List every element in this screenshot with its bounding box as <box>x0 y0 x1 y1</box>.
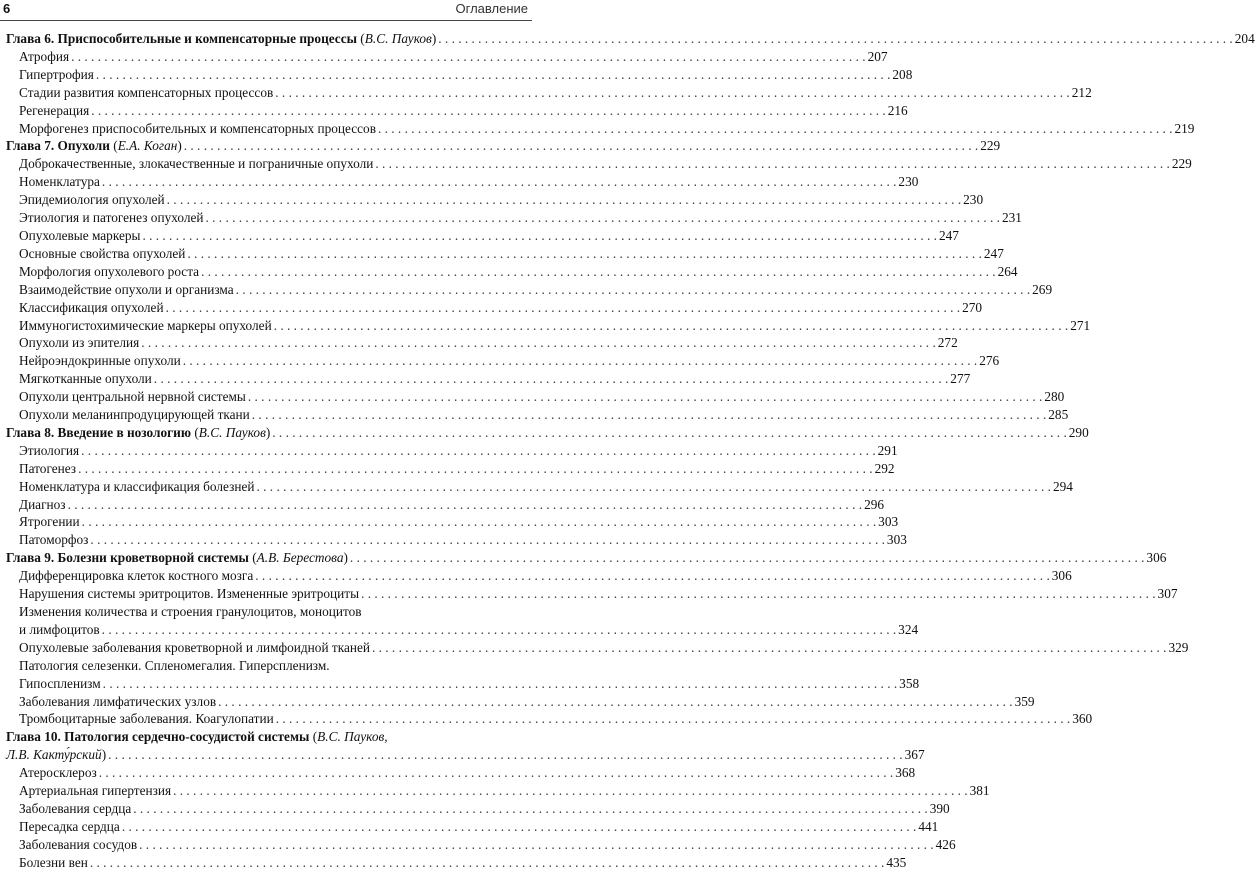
toc-entry <box>0 66 913 85</box>
dot-leader <box>90 532 885 548</box>
toc-entry-title: Стадии развития компенсаторных процессов <box>19 84 274 100</box>
dot-leader <box>96 67 891 83</box>
toc-page-number: 290 <box>1068 424 1089 440</box>
toc-entry-title: Опухоли меланинпродуцирующей ткани <box>19 407 250 423</box>
toc-page-number: 303 <box>878 514 899 530</box>
toc-page-number: 231 <box>1002 210 1022 226</box>
toc-entry-title: Опухоли центральной нервной системы <box>19 389 246 405</box>
toc-entry <box>0 621 919 640</box>
toc-page-number: 306 <box>1146 550 1167 566</box>
chapter-title: Глава 6. Приспособительные и компенсаторные процессы <box>6 31 357 46</box>
toc-page-number: 280 <box>1044 389 1065 405</box>
toc-entry <box>0 783 990 801</box>
toc-entry-title: Иммуногистохимические маркеры опухолей <box>19 317 272 333</box>
running-title: Оглавление <box>455 1 528 16</box>
toc-entry-title: Тромбоцитарные заболевания. Коагулопатии <box>19 711 274 727</box>
toc-entry <box>0 836 956 855</box>
toc-entry <box>0 478 1073 497</box>
dot-leader <box>255 568 1050 584</box>
dot-leader <box>102 174 897 190</box>
toc-entry <box>0 514 899 532</box>
toc-entry-title: Ятрогении <box>19 514 80 530</box>
dot-leader <box>68 497 863 513</box>
toc-entry <box>0 496 885 515</box>
toc-entry <box>0 156 1192 174</box>
toc-entry-title: Л.В. Какту́рский) <box>6 747 107 763</box>
dot-leader <box>167 192 962 208</box>
dot-leader <box>248 389 1043 405</box>
toc-entry <box>0 586 1178 604</box>
page-number: 6 <box>3 1 11 16</box>
toc-entry-title: Номенклатура <box>19 174 100 190</box>
dot-leader <box>184 138 979 154</box>
toc-entry <box>0 818 939 837</box>
dot-leader <box>102 622 897 638</box>
toc-entry-title: Заболевания сердца <box>19 800 132 816</box>
toc-entry-title: Глава 10. Патология сердечно-сосудистой системы (В.С. Пауков, <box>6 729 388 745</box>
toc-entry-title: Номенклатура и классификация болезней <box>19 478 255 494</box>
chapter-title: Глава 9. Болезни кроветворной системы <box>6 550 249 566</box>
toc-entry <box>0 263 1018 282</box>
dot-leader <box>201 264 996 280</box>
toc-chapter-entry <box>0 747 925 765</box>
toc-entry <box>0 568 1072 586</box>
chapter-author: А.В. Берестова <box>256 550 344 566</box>
toc-page-number: 230 <box>898 174 919 190</box>
toc-entry-title: Гипертрофия <box>19 66 94 82</box>
toc-entry <box>0 335 958 353</box>
toc-page-number: 271 <box>1070 317 1091 333</box>
toc-page-number: 324 <box>898 621 919 637</box>
dot-leader <box>236 282 1031 298</box>
toc-page-number: 230 <box>963 192 984 208</box>
toc-entry <box>0 371 971 389</box>
toc-entry <box>0 353 1000 371</box>
toc-entry-title: Мягкотканные опухоли <box>19 371 152 387</box>
dot-leader <box>187 246 982 262</box>
toc-entry-title: Атрофия <box>19 48 70 64</box>
dot-leader <box>139 837 934 853</box>
toc-entry-title: Опухоли из эпителия <box>19 335 140 351</box>
toc-entry <box>0 711 1093 729</box>
toc-entry-title: Классификация опухолей <box>19 299 164 315</box>
toc-entry-title: Заболевания лимфатических узлов <box>19 693 217 709</box>
toc-page-number: 358 <box>899 675 920 691</box>
dot-leader <box>183 353 978 369</box>
dot-leader <box>372 640 1167 656</box>
toc-entry <box>0 245 1004 264</box>
dot-leader <box>141 335 936 351</box>
toc-entry-title: Дифференцировка клеток костного мозга <box>19 568 254 584</box>
dot-leader <box>103 676 898 692</box>
toc-page-number: 277 <box>950 371 971 387</box>
chapter-author: В.С. Пауков <box>364 31 432 46</box>
toc-chapter-entry <box>0 729 532 747</box>
dot-leader <box>99 765 894 781</box>
toc-entry <box>0 854 907 873</box>
toc-entry <box>0 639 1189 658</box>
toc-page-number: 264 <box>997 263 1018 279</box>
toc-entry <box>0 48 888 67</box>
toc-entry-title: Этиология <box>19 442 80 458</box>
toc-entry-title: Эпидемиология опухолей <box>19 192 165 208</box>
toc-page-number: 247 <box>983 245 1004 261</box>
toc-page-number: 269 <box>1032 281 1053 297</box>
table-of-contents <box>0 31 1255 873</box>
dot-leader <box>122 819 917 835</box>
toc-page-number: 307 <box>1157 586 1178 602</box>
toc-page-number: 272 <box>937 335 958 351</box>
toc-entry-title: Нейроэндокринные опухоли <box>19 353 181 369</box>
toc-page-number: 207 <box>867 48 888 64</box>
dot-leader <box>154 371 949 387</box>
toc-entry-title: Взаимодействие опухоли и организма <box>19 281 234 297</box>
toc-entry-title: Основные свойства опухолей <box>19 245 186 261</box>
dot-leader <box>142 228 937 244</box>
chapter-title: Глава 10. Патология сердечно-сосудистой системы <box>6 729 310 745</box>
toc-page-number: 426 <box>935 836 956 852</box>
toc-page-number: 296 <box>864 496 885 512</box>
toc-page-number: 359 <box>1014 693 1035 709</box>
dot-leader <box>81 443 876 459</box>
toc-page-number: 367 <box>904 747 925 763</box>
toc-entry <box>0 389 1065 407</box>
toc-entry-title: Регенерация <box>19 102 90 118</box>
dot-leader <box>71 49 866 65</box>
dot-leader <box>350 550 1145 566</box>
toc-entry-title: Этиология и патогенез опухолей <box>19 210 204 226</box>
toc-entry-title: Глава 8. Введение в нозологию (В.С. Пауков) <box>6 424 271 440</box>
toc-entry <box>0 800 950 819</box>
toc-page-number: 291 <box>877 442 898 458</box>
dot-leader <box>252 407 1047 423</box>
dot-leader <box>82 514 877 530</box>
toc-page-number: 294 <box>1053 478 1073 494</box>
dot-leader <box>378 121 1173 137</box>
toc-page-number: 229 <box>980 138 1001 154</box>
toc-entry-title: Патогенез <box>19 460 77 476</box>
toc-entry-title: Гипоспленизм <box>19 675 101 691</box>
toc-entry <box>0 174 919 192</box>
toc-chapter-entry <box>0 550 1167 568</box>
toc-entry <box>0 604 532 622</box>
toc-entry <box>0 281 1053 300</box>
toc-entry-title: Нарушения системы эритроцитов. Измененные эритроциты <box>19 586 360 602</box>
toc-entry <box>0 192 984 210</box>
toc-page-number: 306 <box>1051 568 1072 584</box>
toc-page-number: 381 <box>969 783 990 799</box>
toc-entry-title: Морфология опухолевого роста <box>19 263 200 279</box>
toc-chapter-entry <box>0 424 1089 443</box>
dot-leader <box>272 425 1067 441</box>
toc-page-number: 212 <box>1071 84 1092 100</box>
toc-entry <box>0 460 895 479</box>
toc-page-number: 441 <box>918 818 939 834</box>
dot-leader <box>91 103 886 119</box>
toc-entry <box>0 693 1035 712</box>
toc-entry-title: Глава 6. Приспособительные и компенсаторные процессы (В.С. Пауков) <box>6 31 437 46</box>
dot-leader <box>173 783 968 799</box>
header-rule <box>0 20 532 21</box>
toc-entry-title: и лимфоцитов <box>19 621 100 637</box>
toc-entry-title: Изменения количества и строения гранулоцитов, моноцитов <box>19 604 362 619</box>
toc-entry <box>0 102 908 121</box>
toc-page-number: 229 <box>1171 156 1192 172</box>
toc-entry-title: Патоморфоз <box>19 532 89 548</box>
toc-entry <box>0 532 907 550</box>
toc-entry <box>0 299 983 318</box>
toc-entry-title: Морфогенез приспособительных и компенсаторных процессов <box>19 120 376 136</box>
toc-page-number: 247 <box>938 227 959 243</box>
toc-entry <box>0 407 1069 425</box>
chapter-author: В.С. Пауков, <box>317 729 388 745</box>
toc-page-number: 276 <box>979 353 1000 369</box>
dot-leader <box>361 586 1156 602</box>
toc-entry <box>0 227 959 246</box>
toc-entry <box>0 317 1091 336</box>
dot-leader <box>274 318 1069 334</box>
toc-page-number: 216 <box>887 102 908 118</box>
dot-leader <box>438 31 1233 47</box>
chapter-author: Е.А. Коган <box>117 138 178 154</box>
toc-page-number: 285 <box>1048 407 1069 423</box>
dot-leader <box>78 461 873 477</box>
dot-leader <box>108 747 903 763</box>
toc-entry-title: Патология селезенки. Спленомегалия. Гиперспленизм. <box>19 657 330 673</box>
toc-entry-title: Глава 9. Болезни кроветворной системы (А.В. Берестова) <box>6 550 348 566</box>
dot-leader <box>133 801 928 817</box>
toc-entry-title: Диагноз <box>19 496 66 512</box>
chapter-author: Л.В. Какту́рский <box>6 747 102 763</box>
toc-page-number: 292 <box>874 460 895 476</box>
toc-entry <box>0 658 532 676</box>
toc-entry-title: Атеросклероз <box>19 765 97 781</box>
toc-entry-title: Артериальная гипертензия <box>19 783 172 799</box>
dot-leader <box>257 479 1052 495</box>
toc-page-number: 204 <box>1234 31 1255 46</box>
toc-page-number: 303 <box>886 532 907 548</box>
dot-leader <box>276 711 1071 727</box>
page-header <box>0 0 532 20</box>
toc-page-number: 360 <box>1072 711 1093 727</box>
toc-page-number: 435 <box>886 854 907 870</box>
toc-entry-title: Глава 7. Опухоли (Е.А. Коган) <box>6 138 182 154</box>
toc-entry-title: Опухолевые заболевания кроветворной и лимфоидной тканей <box>19 639 370 655</box>
dot-leader <box>206 210 1001 226</box>
toc-page-number: 329 <box>1168 639 1189 655</box>
toc-entry <box>0 442 898 461</box>
toc-page-number: 208 <box>892 66 913 82</box>
toc-entry <box>0 675 920 694</box>
toc-entry-title: Опухолевые маркеры <box>19 227 141 243</box>
toc-page-number: 390 <box>929 800 950 816</box>
toc-page-number: 368 <box>895 765 916 781</box>
toc-entry <box>0 84 1092 103</box>
toc-entry <box>0 765 916 783</box>
dot-leader <box>218 694 1013 710</box>
dot-leader <box>166 300 961 316</box>
chapter-title: Глава 8. Введение в нозологию <box>6 424 191 440</box>
toc-entry <box>0 210 1022 228</box>
toc-page-number: 219 <box>1174 120 1195 136</box>
chapter-author: В.С. Пауков <box>198 424 266 440</box>
dot-leader <box>90 855 885 871</box>
toc-page-number: 270 <box>962 299 983 315</box>
dot-leader <box>375 156 1170 172</box>
chapter-title: Глава 7. Опухоли <box>6 138 110 154</box>
toc-entry <box>0 120 1195 139</box>
toc-entry-title: Пересадка сердца <box>19 818 120 834</box>
toc-chapter-entry <box>0 138 1001 156</box>
toc-entry-title: Заболевания сосудов <box>19 836 138 852</box>
toc-entry-title: Доброкачественные, злокачественные и пограничные опухоли <box>19 156 374 172</box>
toc-entry-title: Болезни вен <box>19 854 88 870</box>
toc-chapter-entry <box>0 31 1255 49</box>
dot-leader <box>275 85 1070 101</box>
